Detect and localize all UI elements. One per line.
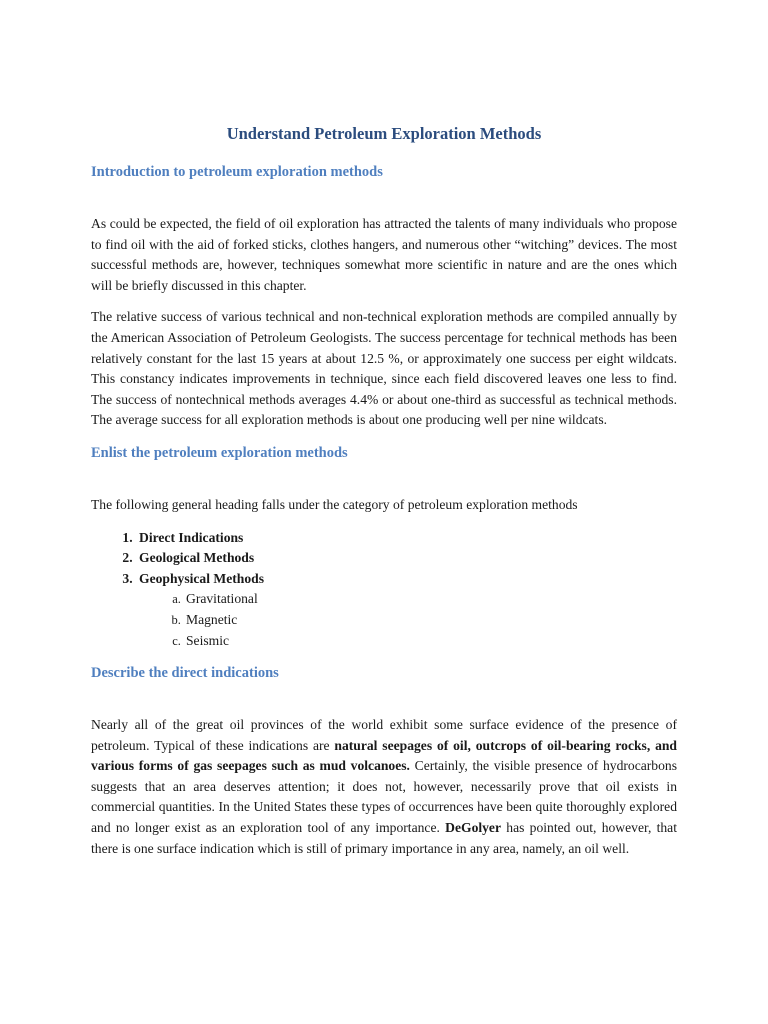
list-item-direct-indications: 1. Direct Indications xyxy=(136,528,677,549)
sub-item-magnetic: b. Magnetic xyxy=(184,610,677,631)
document-title: Understand Petroleum Exploration Methods xyxy=(226,124,542,143)
direct-indications-paragraph xyxy=(91,715,677,859)
list-item-geological-methods: 2. Geological Methods xyxy=(136,548,677,569)
section-heading-direct-indications: Describe the direct indications xyxy=(91,665,279,682)
enlist-paragraph: The following general heading falls under the category of petroleum exploration methods xyxy=(91,496,578,512)
intro-paragraph-1: As could be expected, the field of oil exploration has attracted the talents of many individuals who propose to find oil with the aid of forked sticks, clothes hangers, and numerous other “witching” devices. The most successful methods are, however, techniques somewhat more scientific in nature and are the ones which will be briefly discussed in this chapter. xyxy=(91,216,677,293)
geophysical-sub-list xyxy=(139,589,677,651)
sub-item-gravitational: a. Gravitational xyxy=(184,589,677,610)
direct-text-1: Nearly all of the great oil provinces of the world exhibit some surface evidence of the presence of petroleum. Typical of these indications are xyxy=(91,717,677,753)
list-item-geophysical-methods xyxy=(136,569,677,651)
direct-text-3: has pointed out, however, that there is one surface indication which is still of primary importance in any area, namely, an oil well. xyxy=(91,820,677,856)
direct-bold-degolyer: DeGolyer xyxy=(445,820,502,836)
section-heading-enlist: Enlist the petroleum exploration methods xyxy=(91,444,348,461)
intro-paragraph-2: The relative success of various technical and non-technical exploration methods are compiled annually by the American Association of Petroleum Geologists. The success percentage for technical methods has been relatively constant for the last 15 years at about 12.5 %, or approximately one success per eight wildcats. This constancy indicates improvements in technique, since each field discovered leaves one less to find. The success of nontechnical methods averages 4.4% or about one-third as successful as technical methods. The average success for all exploration methods is about one producing well per nine wildcats. xyxy=(91,309,677,428)
direct-text-2: Certainly, the visible presence of hydrocarbons suggests that an area deserves attention; it does not, however, necessarily prove that oil exists in commercial quantities. In the United States these types of occurrences have been quite thoroughly explored and no longer exist as an exploration tool of any importance. xyxy=(91,758,677,836)
exploration-methods-list xyxy=(91,528,677,652)
direct-bold-seepages: natural seepages of oil, outcrops of oil-bearing rocks, and various forms of gas seepages such as mud volcanoes. xyxy=(91,737,677,774)
list-item-geophysical-label: Geophysical Methods xyxy=(139,570,264,586)
sub-item-seismic: c. Seismic xyxy=(184,631,677,652)
section-heading-introduction: Introduction to petroleum exploration methods xyxy=(91,164,383,180)
